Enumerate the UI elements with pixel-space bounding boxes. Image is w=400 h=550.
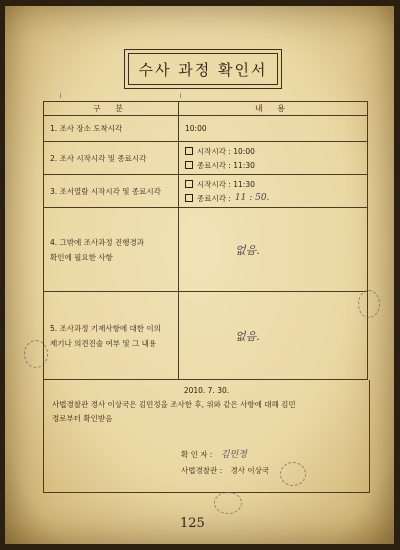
page-number: 125 [180, 516, 205, 531]
row-content [179, 208, 368, 292]
row-label-line: 5. 조사과정 기재사항에 대한 이의 [50, 323, 161, 333]
seal-stamp [280, 462, 306, 486]
row-label-line: 제기나 의견진술 여부 및 그 내용 [50, 338, 157, 348]
seal-stamp [358, 290, 380, 318]
checkbox [185, 147, 193, 155]
seal-stamp [24, 340, 48, 368]
confirmation-text-line: 정로부터 확인받음 [52, 414, 113, 423]
row-label-line: 4. 그밖에 조사과정 진행경과 [50, 237, 145, 247]
confirmation-date: 2010. 7. 30. [183, 386, 230, 395]
row-content [179, 175, 368, 208]
end-time: 종료시각 : [197, 193, 231, 203]
checkbox [185, 180, 193, 188]
arrival-time-value: 10:00 [179, 116, 368, 142]
table-row [44, 292, 368, 380]
start-time: 시작시각 : 10:00 [197, 146, 255, 156]
officer-label: 사법경찰관 : [181, 466, 223, 475]
row-content [179, 142, 368, 175]
table-row [44, 208, 368, 292]
record-table [43, 101, 368, 380]
officer-line [181, 465, 269, 476]
confirmation-text-line: 사법경찰관 경사 이상국은 김민정을 조사한 후, 위와 같은 사항에 대해 김민 [52, 400, 296, 409]
seal-stamp [214, 492, 242, 514]
confirmer-line [181, 447, 247, 460]
handwritten-end-time: 11 : 50. [234, 193, 270, 203]
start-time: 시작시각 : 11:30 [197, 179, 255, 189]
header-content: 내 용 [179, 102, 368, 116]
document-title: 수사 과정 확인서 [128, 53, 278, 85]
checkbox [185, 194, 193, 202]
ink-mark: ╷ [178, 89, 183, 98]
row-label: 2. 조사 시작시각 및 종료시각 [44, 142, 179, 175]
header-category: 구 분 [44, 102, 179, 116]
row-content [179, 292, 368, 380]
table-row [44, 116, 368, 142]
row-label-line: 확인에 필요한 사항 [50, 252, 113, 262]
checkbox [185, 161, 193, 169]
row-label: 1. 조사 장소 도착시각 [44, 116, 179, 142]
confirmer-label: 확 인 자 : [181, 450, 213, 459]
ink-mark: ╷ [58, 89, 63, 98]
row-label [44, 292, 179, 380]
confirmer-signature: 김민정 [220, 450, 247, 460]
officer-value: 경사 이상국 [230, 466, 270, 475]
handwritten-none: 없음. [235, 243, 260, 257]
table-row [44, 175, 368, 208]
handwritten-none: 없음. [235, 329, 260, 343]
table-header-row [44, 102, 368, 116]
row-label [44, 208, 179, 292]
end-time: 종료시각 : 11:30 [197, 160, 255, 170]
confirmation-section [43, 380, 370, 493]
table-row [44, 142, 368, 175]
row-label: 3. 조서열람 시작시각 및 종료시각 [44, 175, 179, 208]
